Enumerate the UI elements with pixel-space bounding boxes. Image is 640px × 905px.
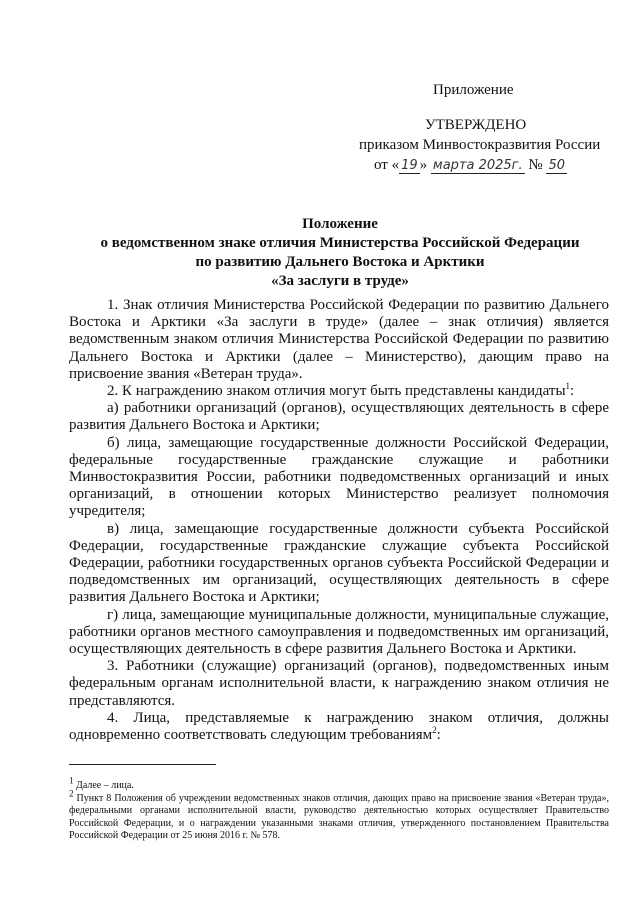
footnote-2-mark: 2 <box>69 788 74 799</box>
paragraph-4 <box>69 710 609 744</box>
paragraph-2a: а) работники организаций (органов), осуществляющих деятельность в сфере развития Дальнего Востока и Арктики; <box>69 400 609 434</box>
document-body <box>69 297 609 744</box>
footnote-1 <box>69 775 609 793</box>
order-line: приказом Минвостокразвития России <box>359 137 601 153</box>
footnotes <box>69 775 609 843</box>
paragraph-2-text: 2. К награждению знаком отличия могут быть представлены кандидаты <box>107 383 566 400</box>
paragraph-3: 3. Работники (служащие) организаций (органов), подведомственных иным федеральным органам исполнительной власти, к награждению знаком отличия не представляются. <box>69 658 609 709</box>
title-line-2: о ведомственном знаке отличия Министерства Российской Федерации <box>100 235 580 251</box>
footnote-2-text: Пункт 8 Положения об учреждении ведомственных знаков отличия, дающих право на присвоение звания «Ветеран труда», федеральными органами исполнительной власти, руководство деятельностью которых осуществляет Правительство Российской Федерации, и о награждении указанными знаками отличия, утвержденного постановлением Правительства Российской Федерации от 25 июня 2016 г. № 578. <box>69 792 609 841</box>
paragraph-2 <box>69 383 609 400</box>
paragraph-2b: б) лица, замещающие государственные должности Российской Федерации, федеральные государственные гражданские служащие и работники Минвостокразвития России, работники подведомственных организаций и иных организаций, в отношении которых Министерство реализует полномочия учредителя; <box>69 434 609 520</box>
title-line-1: Положение <box>302 216 378 232</box>
date-day: 19 <box>401 158 418 173</box>
order-number: 50 <box>548 158 566 173</box>
paragraph-2v: в) лица, замещающие государственные должности субъекта Российской Федерации, государственные гражданские служащие субъекта Российской Федерации, работники государственных органов субъекта Российской Федерации и подведомственных им организаций, осуществляющих деятельность в сфере развития Дальнего Востока и Арктики; <box>69 520 609 606</box>
date-mid: » <box>419 157 428 173</box>
order-date-line <box>374 157 567 174</box>
paragraph-1: 1. Знак отличия Министерства Российской Федерации по развитию Дальнего Востока и Арктики «За заслуги в труде» (далее – знак отличия) является ведомственным знаком отличия Министерства Российской Федерации по развитию Дальнего Востока и Арктики (далее – Министерство), дающим право на присвоение звания «Ветеран труда». <box>69 297 609 382</box>
document-title <box>60 215 620 291</box>
annex-label: Приложение <box>433 82 514 98</box>
paragraph-4-end: : <box>436 727 441 744</box>
footnote-ref-1: 1 <box>565 381 571 392</box>
date-month-year: марта 2025г. <box>432 158 523 173</box>
paragraph-4-text: 4. Лица, представляемые к награждению знаком отличия, должны одновременно соответствовать следующим требованиям <box>69 709 609 744</box>
title-line-3: по развитию Дальнего Востока и Арктики <box>195 254 485 270</box>
footnote-1-text: Далее – лица. <box>73 780 134 791</box>
footnote-divider <box>69 764 216 765</box>
number-label: № <box>528 157 543 173</box>
footnote-2 <box>69 788 609 843</box>
paragraph-2-end: : <box>570 383 575 400</box>
approved-label: УТВЕРЖДЕНО <box>425 117 527 133</box>
date-prefix: от « <box>374 157 400 173</box>
footnote-1-mark: 1 <box>69 775 74 786</box>
footnote-ref-2: 2 <box>432 725 437 736</box>
title-line-4: «За заслуги в труде» <box>271 273 409 289</box>
paragraph-2g: г) лица, замещающие муниципальные должности, муниципальные служащие, работники органов местного самоуправления и подведомственных им организаций, осуществляющих деятельность в сфере развития Дальнего Востока и Арктики. <box>69 606 609 658</box>
